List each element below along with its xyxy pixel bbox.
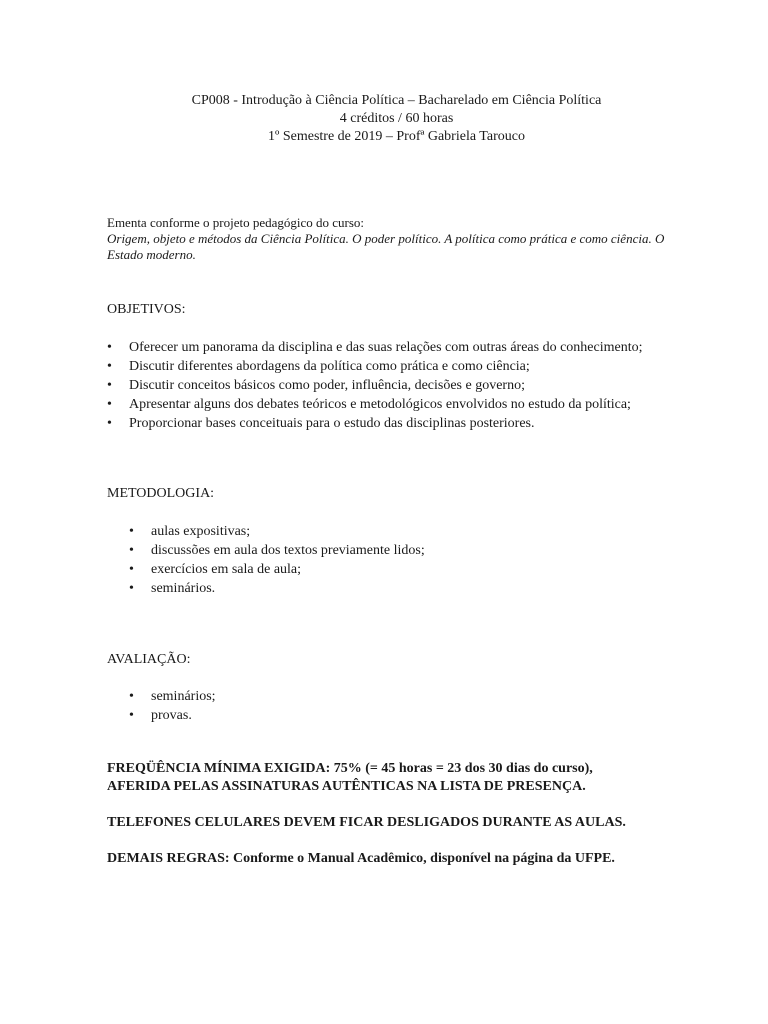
bullet-icon: • xyxy=(107,340,112,355)
course-semester: 1º Semestre de 2019 – Profª Gabriela Tarouco xyxy=(268,129,525,144)
bullet-icon: • xyxy=(107,378,112,393)
bullet-icon: • xyxy=(129,562,134,577)
bullet-icon: • xyxy=(129,689,134,704)
course-title: CP008 - Introdução à Ciência Política – Bacharelado em Ciência Política xyxy=(191,93,602,108)
ementa-label: Ementa conforme o projeto pedagógico do curso: xyxy=(107,215,365,230)
list-item: • seminários. xyxy=(129,581,216,596)
frequencia-rule xyxy=(107,760,593,796)
ementa-section xyxy=(107,215,667,263)
list-item: • Oferecer um panorama da disciplina e das suas relações com outras áreas do conhecimento; xyxy=(107,340,643,355)
avaliacao-title: AVALIAÇÃO: xyxy=(107,652,191,667)
frequencia-line-2: AFERIDA PELAS ASSINATURAS AUTÊNTICAS NA LISTA DE PRESENÇA. xyxy=(107,779,586,794)
list-item: • Proporcionar bases conceituais para o estudo das disciplinas posteriores. xyxy=(107,416,535,431)
bullet-icon: • xyxy=(107,416,112,431)
bullet-icon: • xyxy=(129,708,134,723)
objetivos-list xyxy=(107,338,643,433)
list-item: • exercícios em sala de aula; xyxy=(129,562,302,577)
frequencia-line-1: FREQÜÊNCIA MÍNIMA EXIGIDA: 75% (= 45 horas = 23 dos 30 dias do curso), xyxy=(107,761,593,776)
list-item: • discussões em aula dos textos previamente lidos; xyxy=(129,543,425,558)
list-item: • seminários; xyxy=(129,689,216,704)
list-item: • aulas expositivas; xyxy=(129,524,251,539)
course-header xyxy=(0,92,768,146)
list-item: • provas. xyxy=(129,708,192,723)
demais-regras-rule: DEMAIS REGRAS: Conforme o Manual Acadêmico, disponível na página da UFPE. xyxy=(107,851,615,866)
metodologia-title: METODOLOGIA: xyxy=(107,486,215,501)
avaliacao-list xyxy=(129,687,216,725)
telefones-rule: TELEFONES CELULARES DEVEM FICAR DESLIGADOS DURANTE AS AULAS. xyxy=(107,815,626,830)
course-credits: 4 créditos / 60 horas xyxy=(339,111,454,126)
bullet-icon: • xyxy=(129,581,134,596)
bullet-icon: • xyxy=(107,397,112,412)
bullet-icon: • xyxy=(129,543,134,558)
bullet-icon: • xyxy=(129,524,134,539)
list-item: • Apresentar alguns dos debates teóricos e metodológicos envolvidos no estudo da política; xyxy=(107,397,631,412)
metodologia-list xyxy=(129,522,425,598)
list-item: • Discutir diferentes abordagens da política como prática e como ciência; xyxy=(107,359,530,374)
ementa-text: Origem, objeto e métodos da Ciência Política. O poder político. A política como prática e como ciência. O Estado moderno. xyxy=(107,231,665,262)
objetivos-title: OBJETIVOS: xyxy=(107,302,186,317)
list-item: • Discutir conceitos básicos como poder, influência, decisões e governo; xyxy=(107,378,525,393)
bullet-icon: • xyxy=(107,359,112,374)
